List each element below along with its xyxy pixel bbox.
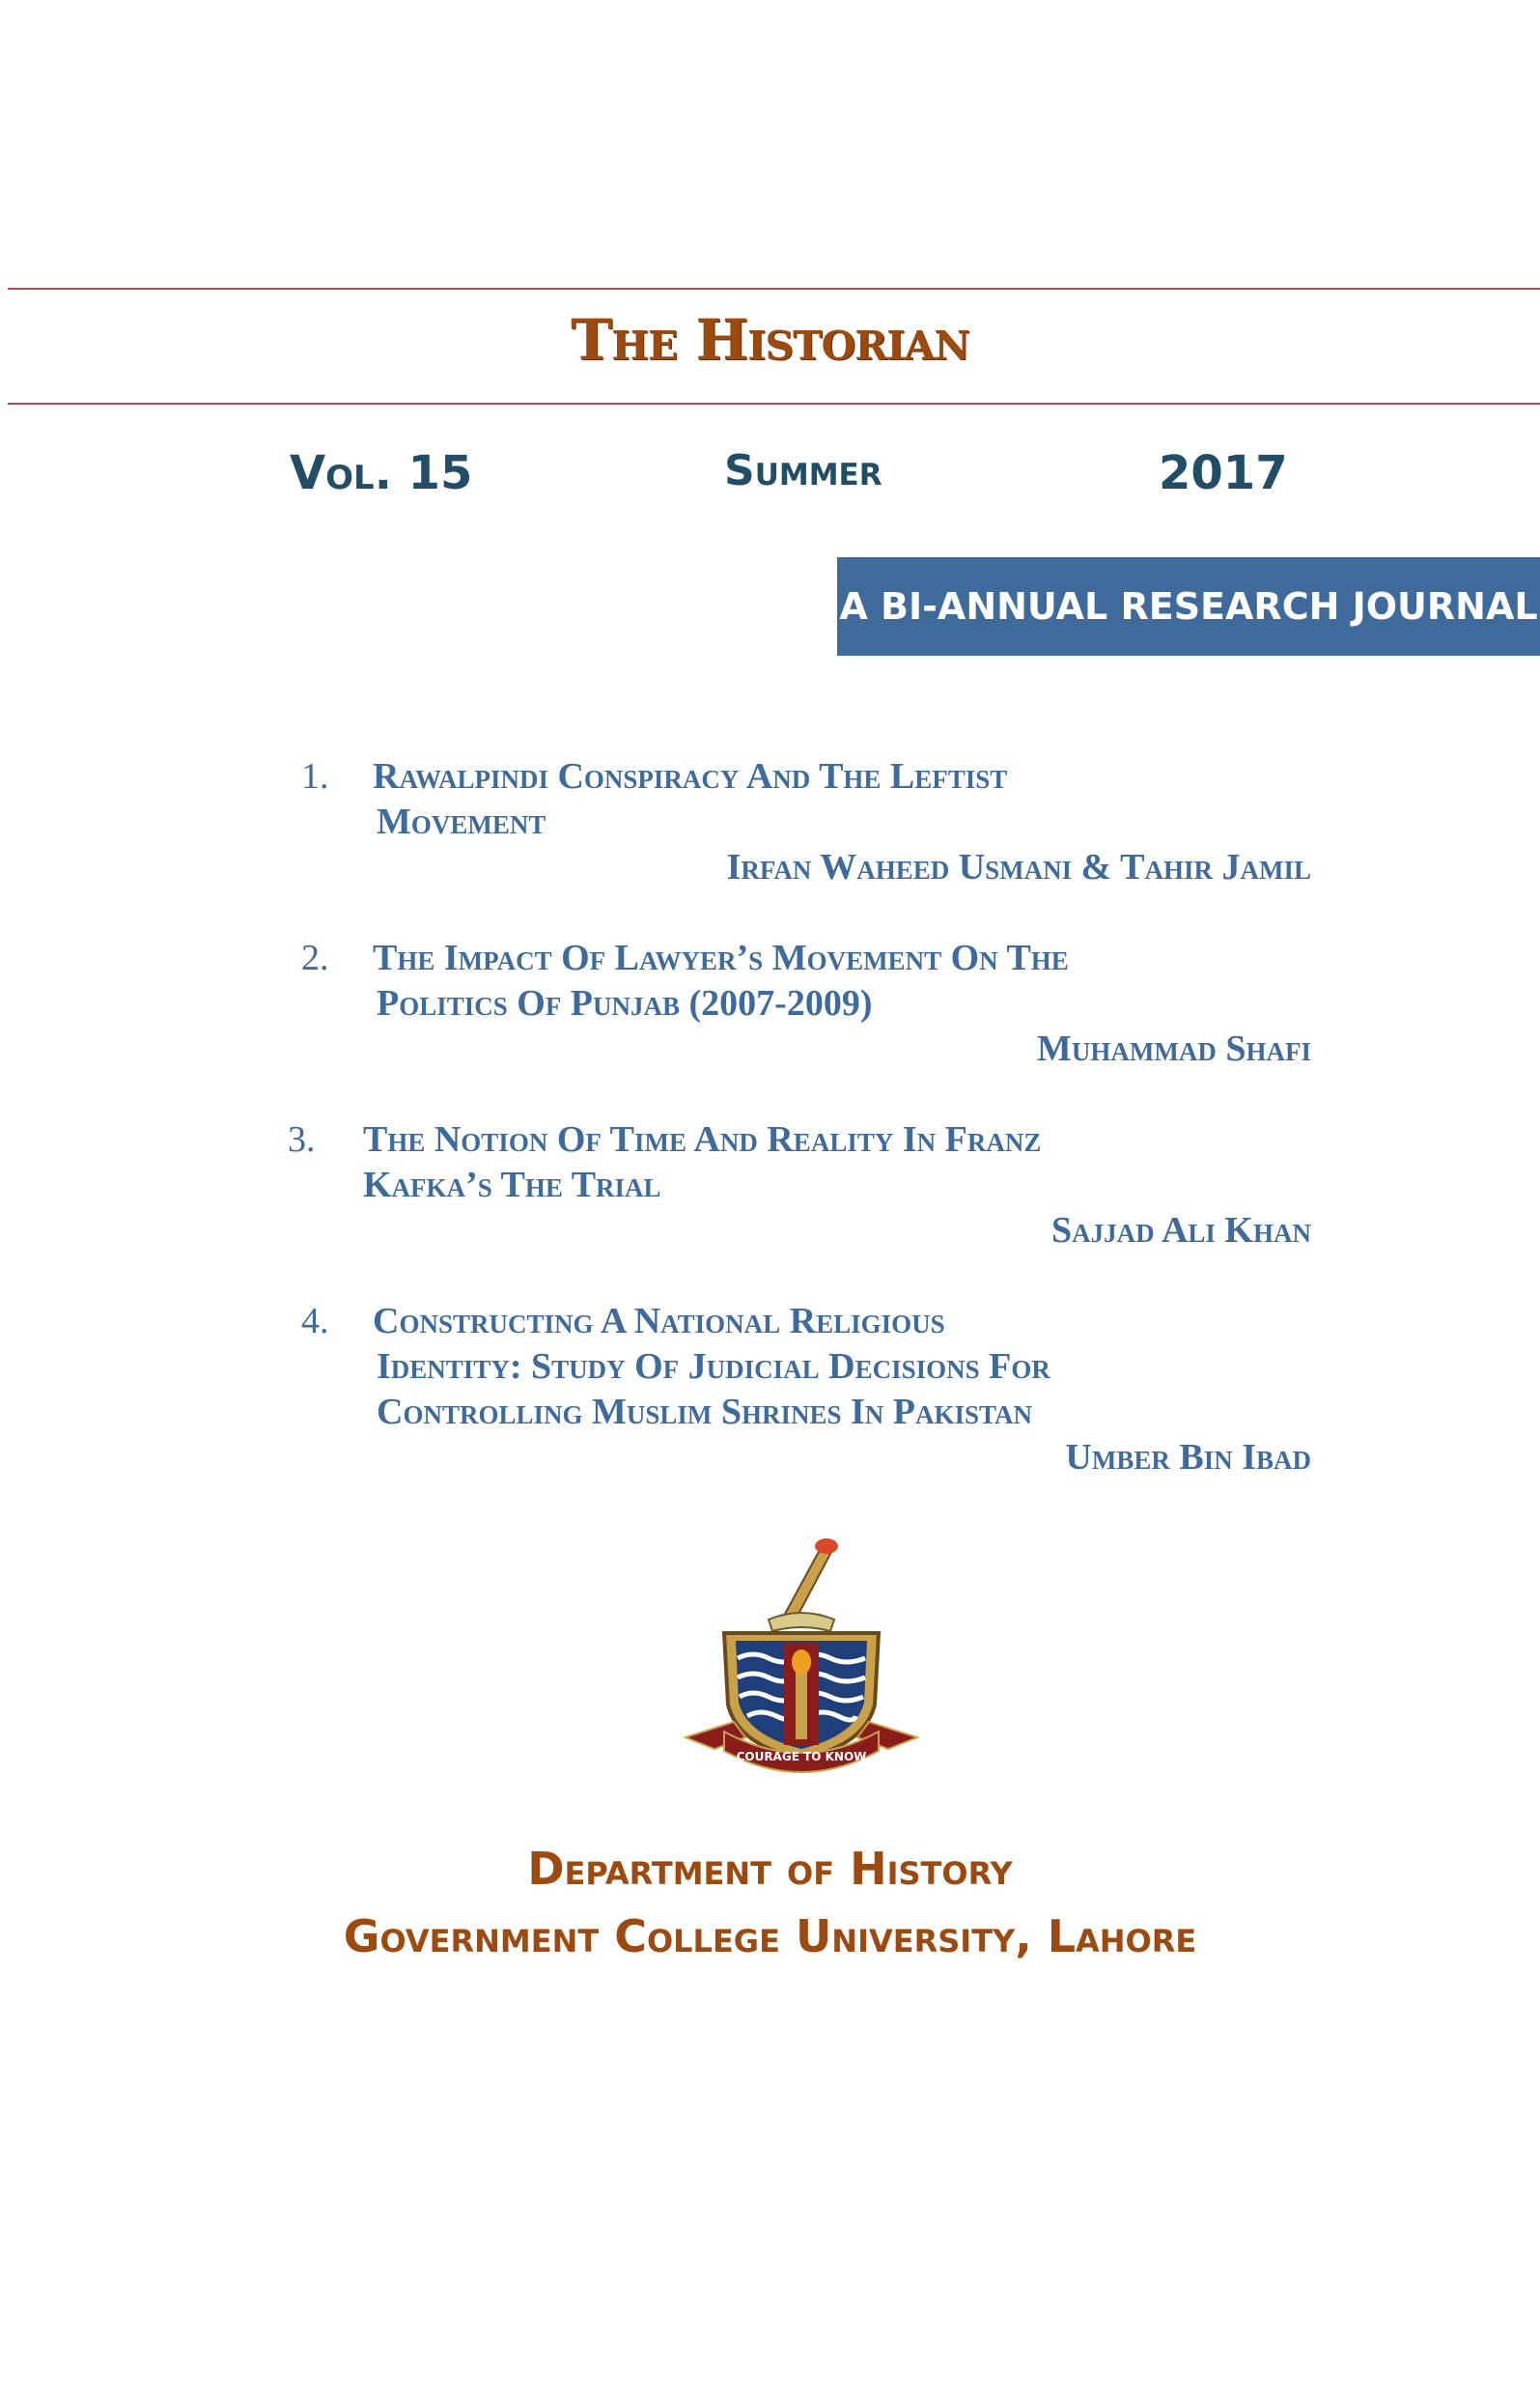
article-title-line[interactable]: Movement bbox=[377, 802, 546, 842]
article-author: Umber Bin Ibad bbox=[1065, 1437, 1311, 1478]
article-title-line[interactable]: Identity: Study Of Judicial Decisions For bbox=[377, 1346, 1050, 1387]
year-label: 2017 bbox=[1159, 446, 1288, 500]
season-label: Summer bbox=[724, 446, 882, 495]
article-number: 3. bbox=[288, 1119, 316, 1160]
article-title-line[interactable]: Constructing A National Religious bbox=[373, 1301, 945, 1341]
torch-hand-icon bbox=[769, 1538, 838, 1631]
article-author: Irfan Waheed Usmani & Tahir Jamil bbox=[726, 847, 1311, 888]
journal-subtitle: A BI-ANNUAL RESEARCH JOURNAL bbox=[839, 585, 1538, 628]
journal-title: The Historian bbox=[571, 307, 969, 373]
university-crest-icon bbox=[676, 1531, 927, 1782]
volume-label: Vol. 15 bbox=[290, 446, 473, 500]
shield-icon bbox=[724, 1633, 879, 1759]
article-title-line[interactable]: The Impact Of Lawyer’s Movement On The bbox=[373, 938, 1069, 978]
crest-motto: COURAGE TO KNOW bbox=[736, 1750, 867, 1763]
article-author: Muhammad Shafi bbox=[1037, 1029, 1311, 1069]
university-name: Government College University, Lahore bbox=[343, 1910, 1197, 1962]
article-title-line[interactable]: Rawalpindi Conspiracy And The Leftist bbox=[373, 756, 1008, 797]
article-author: Sajjad Ali Khan bbox=[1050, 1210, 1311, 1251]
article-title-line[interactable]: Politics Of Punjab (2007-2009) bbox=[377, 983, 873, 1024]
department-name: Department of History bbox=[527, 1843, 1013, 1895]
article-title-line[interactable]: The Notion Of Time And Reality In Franz bbox=[363, 1119, 1042, 1160]
article-title-line[interactable]: Kafka’s The Trial bbox=[363, 1165, 661, 1205]
article-number: 4. bbox=[301, 1301, 329, 1341]
article-title-line[interactable]: Controlling Muslim Shrines In Pakistan bbox=[377, 1392, 1033, 1432]
article-number: 2. bbox=[301, 938, 329, 978]
article-number: 1. bbox=[301, 756, 329, 797]
